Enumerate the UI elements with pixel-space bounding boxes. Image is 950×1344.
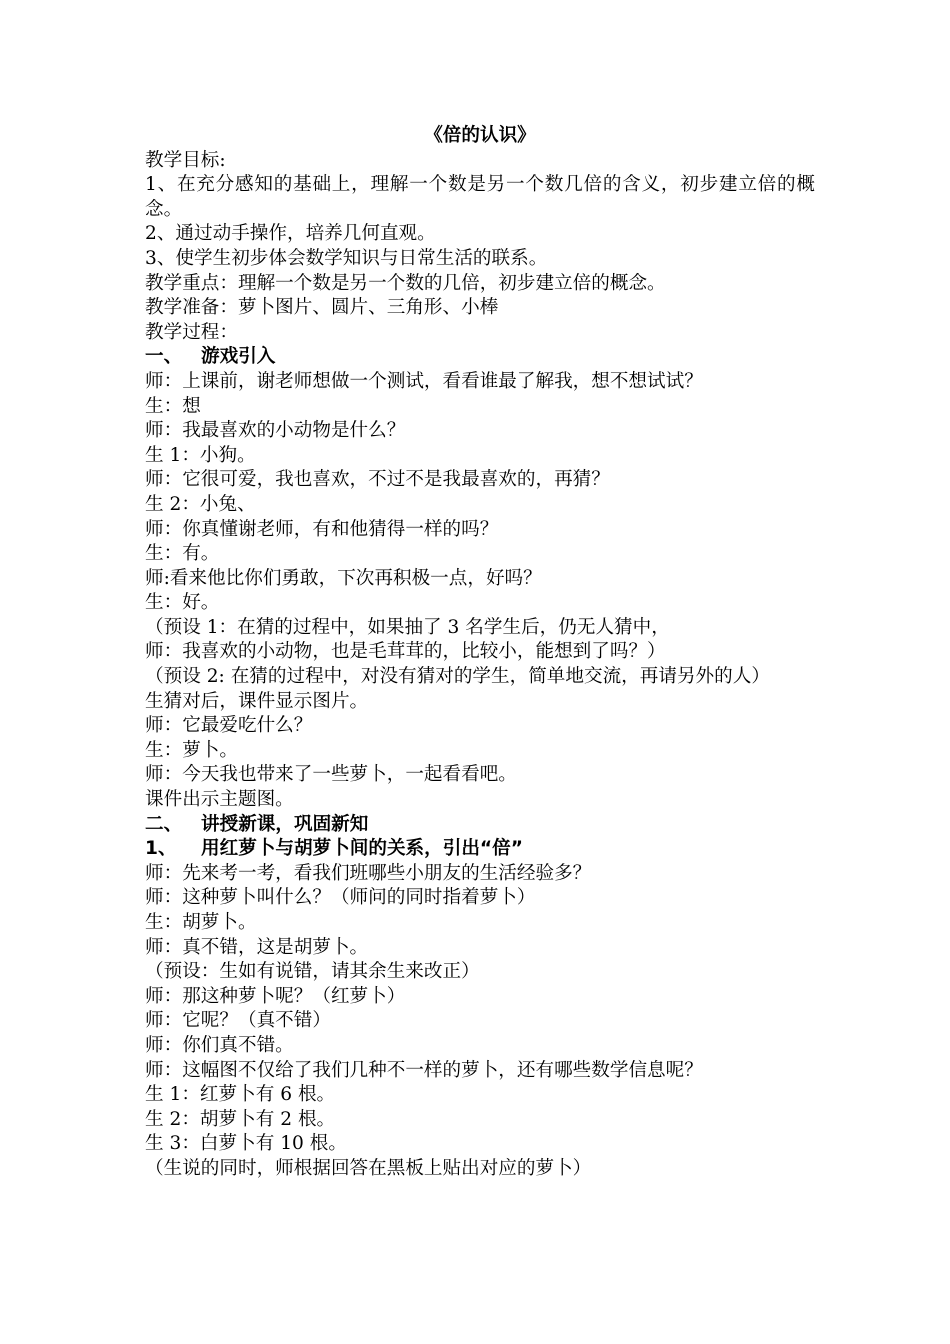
dialogue-line: 生 1：小狗。 (145, 444, 256, 466)
section-title: 讲授新课，巩固新知 (201, 813, 369, 835)
dialogue-line: 师：它最爱吃什么？ (145, 715, 313, 737)
dialogue-line: 师：真不错，这是胡萝卜。 (145, 936, 369, 958)
process-label: 教学过程： (145, 321, 238, 343)
dialogue-line: 生：胡萝卜。 (145, 912, 257, 933)
dialogue-line: 生 2：小兔、 (145, 493, 256, 515)
section-title: 游戏引入 (201, 346, 276, 368)
teaching-prep: 教学准备：萝卜图片、圆片、三角形、小棒 (145, 297, 499, 319)
dialogue-line: 师：上课前，谢老师想做一个测试，看看谁最了解我，想不想试试？ (145, 370, 703, 392)
dialogue-line: 生：好。 (145, 592, 220, 614)
dialogue-line: 师：它呢？（真不错） (145, 1010, 331, 1032)
subsection-heading-1 (145, 837, 815, 862)
dialogue-line: 师：你们真不错。 (145, 1034, 294, 1056)
goals-label: 教学目标: (145, 149, 226, 171)
dialogue-line: （预设：生如有说错，请其余生来改正） (145, 961, 480, 983)
dialogue-line: 师：这幅图不仅给了我们几种不一样的萝卜，还有哪些数学信息呢？ (145, 1059, 703, 1081)
section-heading-2 (145, 813, 815, 838)
dialogue-line: 生猜对后，课件显示图片。 (145, 690, 369, 712)
document-title: 《倍的认识》 (424, 125, 536, 146)
document-body (145, 124, 815, 1182)
dialogue-line: 师:看来他比你们勇敢，下次再积极一点，好吗？ (145, 567, 542, 589)
section-number: 二、 (145, 813, 183, 835)
dialogue-line: 师：我喜欢的小动物，也是毛茸茸的，比较小，能想到了吗？） (145, 641, 666, 663)
dialogue-line: 生：想 (145, 395, 201, 417)
dialogue-line: （预设 2: 在猜的过程中，对没有猜对的学生，简单地交流，再请另外的人） (145, 666, 770, 688)
dialogue-line: 生 3：白萝卜有 10 根。 (145, 1133, 347, 1155)
subsection-number: 1、 (145, 838, 177, 860)
goal-2: 2、通过动手操作，培养几何直观。 (145, 223, 436, 245)
dialogue-line: 师：它很可爱，我也喜欢，不过不是我最喜欢的，再猜？ (145, 469, 610, 491)
dialogue-line: 师：先来考一考，看我们班哪些小朋友的生活经验多？ (145, 862, 592, 884)
dialogue-line: 生：萝卜。 (145, 739, 238, 761)
subsection-title: 用红萝卜与胡萝卜间的关系，引出“倍” (201, 838, 523, 860)
dialogue-line: 生：有。 (145, 543, 220, 565)
dialogue-line: （预设 1：在猜的过程中，如果抽了 3 名学生后，仍无人猜中， (145, 616, 670, 638)
section-number: 一、 (145, 346, 183, 368)
dialogue-line: 师：这种萝卜叫什么？（师问的同时指着萝卜） (145, 887, 536, 909)
dialogue-line: （生说的同时，师根据回答在黑板上贴出对应的萝卜） (145, 1157, 592, 1179)
goal-1: 1、在充分感知的基础上，理解一个数是另一个数几倍的含义，初步建立倍的概念。 (145, 174, 815, 220)
dialogue-line: 师：那这种萝卜呢？（红萝卜） (145, 985, 406, 1007)
goal-3: 3、使学生初步体会数学知识与日常生活的联系。 (145, 247, 548, 269)
dialogue-line: 生 2：胡萝卜有 2 根。 (145, 1108, 336, 1130)
dialogue-line: 课件出示主题图。 (145, 789, 294, 811)
dialogue-line: 师：今天我也带来了一些萝卜，一起看看吧。 (145, 764, 517, 786)
section-heading-1 (145, 345, 815, 370)
dialogue-line: 师：我最喜欢的小动物是什么？ (145, 420, 406, 442)
dialogue-line: 师：你真懂谢老师，有和他猜得一样的吗？ (145, 518, 499, 540)
teaching-focus: 教学重点：理解一个数是另一个数的几倍，初步建立倍的概念。 (145, 272, 666, 294)
dialogue-line: 生 1：红萝卜有 6 根。 (145, 1084, 336, 1106)
